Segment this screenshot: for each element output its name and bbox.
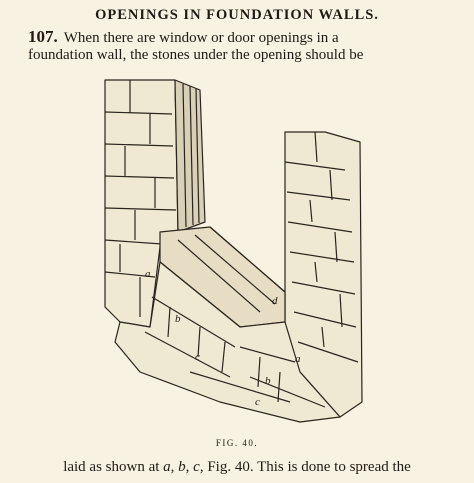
paragraph-text-2: foundation wall, the stones under the opening should be bbox=[28, 47, 364, 63]
paragraph-text-1: When there are window or door openings in a bbox=[63, 30, 339, 46]
paragraph-line-1 bbox=[28, 27, 448, 48]
label-a-left: a bbox=[145, 268, 151, 280]
ref-c: c bbox=[193, 459, 200, 475]
ref-b: b bbox=[178, 459, 186, 475]
section-heading: OPENINGS IN FOUNDATION WALLS. bbox=[95, 7, 379, 23]
ref-a: a bbox=[163, 459, 171, 475]
bottom-text: laid as shown at a, b, c, Fig. 40. This is done to spread the bbox=[63, 459, 411, 475]
label-d: d bbox=[272, 295, 278, 307]
label-b-left: b bbox=[175, 313, 181, 325]
label-a-right: a bbox=[295, 353, 301, 365]
label-b-right: b bbox=[265, 375, 271, 387]
foundation-wall-illustration bbox=[100, 72, 365, 427]
paragraph-number: 107. bbox=[28, 27, 58, 46]
label-c-right: c bbox=[255, 396, 260, 408]
figure-caption: FIG. 40. bbox=[215, 438, 259, 448]
label-c-left: c bbox=[195, 351, 200, 363]
